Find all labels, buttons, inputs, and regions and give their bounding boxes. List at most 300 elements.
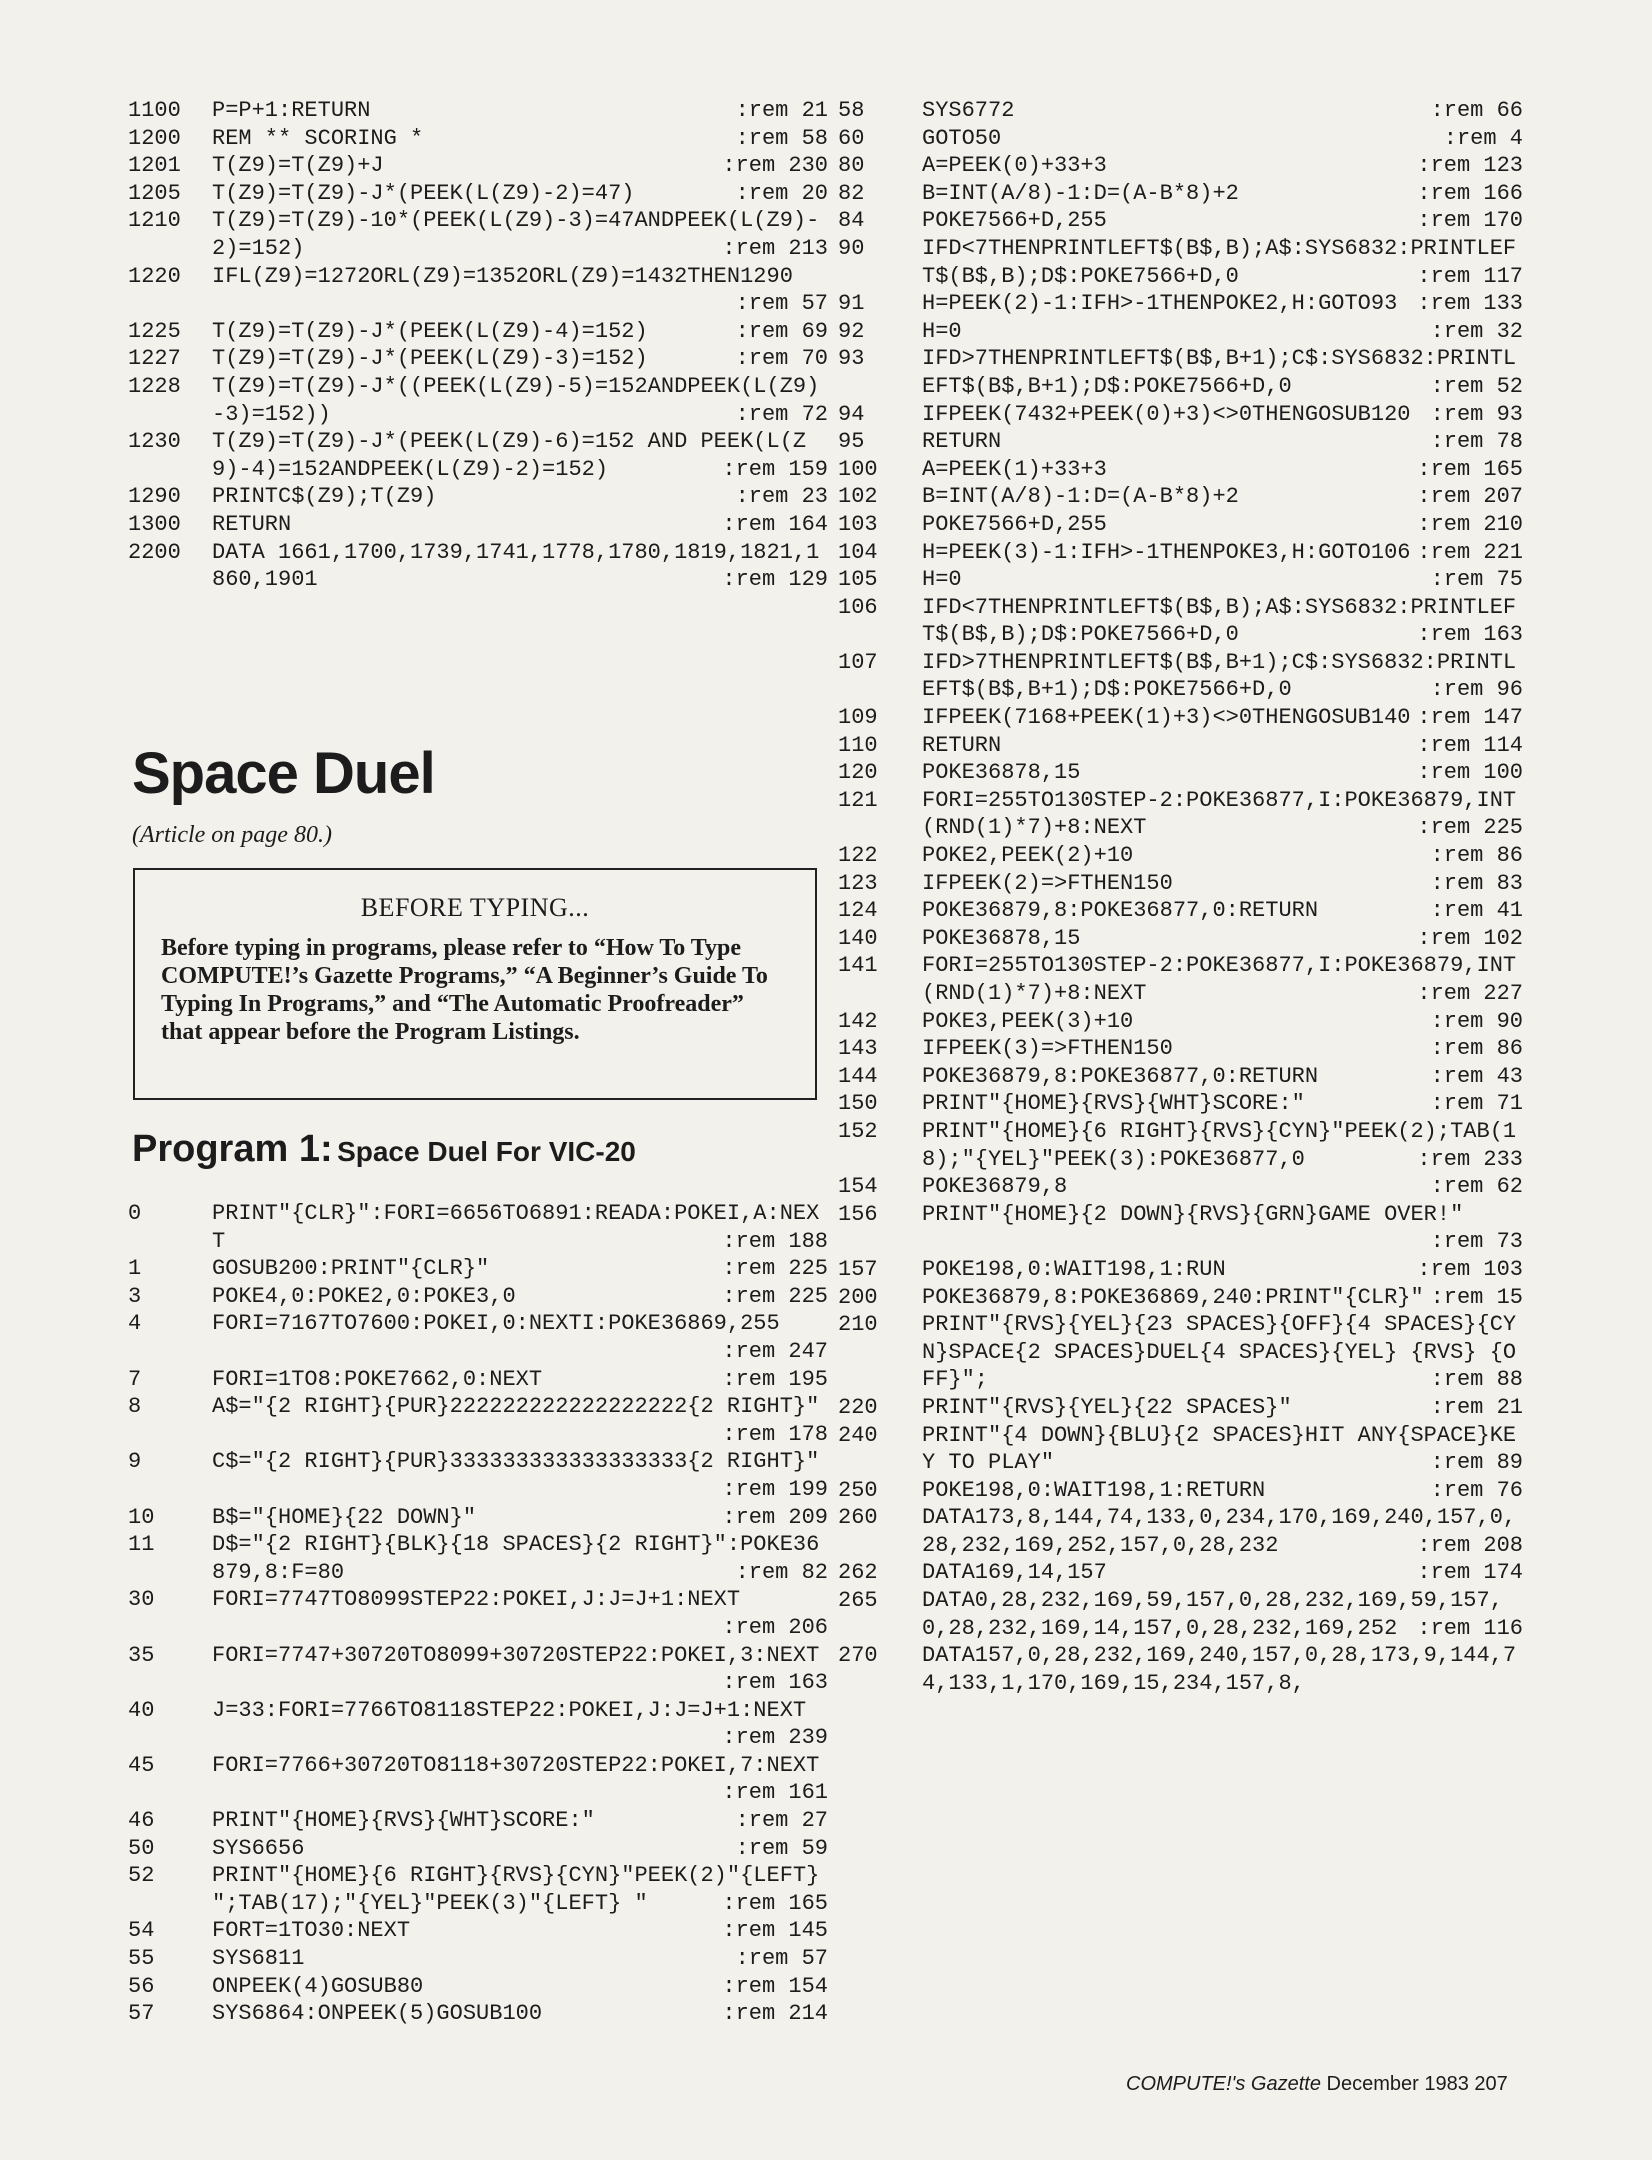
code-text: POKE36879,8:POKE36877,0:RETURN: [922, 898, 1319, 924]
code-statement: [212, 1310, 828, 1365]
checksum-rem: :rem 4: [1443, 125, 1523, 151]
code-text: SYS6772: [922, 98, 1015, 123]
code-text: B$="{HOME}{22 DOWN}": [212, 1504, 477, 1530]
code-line: [838, 318, 1523, 346]
checksum-rem: :rem 227: [1417, 981, 1523, 1006]
code-text: FORT=1TO30:NEXT: [212, 1918, 411, 1944]
checksum-rem: :rem 58: [735, 125, 828, 151]
checksum-rem: :rem 221: [1417, 539, 1523, 565]
line-number: 154: [838, 1174, 878, 1200]
code-text: RETURN: [922, 429, 1002, 455]
checksum-rem: :rem 27: [735, 1808, 828, 1834]
line-number: 107: [838, 649, 878, 675]
checksum-rem: :rem 170: [1417, 208, 1523, 234]
checksum-rem: :rem 59: [735, 1835, 828, 1861]
code-line: [838, 1394, 1523, 1422]
code-statement: [212, 180, 828, 208]
code-text: SYS6811: [212, 1946, 305, 1972]
checksum-rem: :rem 225: [722, 1256, 828, 1282]
code-line: [838, 787, 1523, 842]
checksum-rem: :rem 83: [1430, 870, 1523, 896]
code-statement: [212, 1393, 828, 1448]
code-text: POKE36879,8:POKE36877,0:RETURN: [922, 1063, 1319, 1089]
code-statement: [922, 235, 1523, 290]
code-text: GOSUB200:PRINT"{CLR}": [212, 1256, 490, 1282]
code-text: REM ** SCORING *: [212, 125, 424, 151]
code-line: [128, 1973, 828, 2001]
code-statement: [922, 1477, 1523, 1505]
code-line: [128, 1200, 828, 1255]
code-statement: [922, 1394, 1523, 1422]
code-line: [128, 1283, 828, 1311]
checksum-rem: :rem 21: [735, 98, 828, 123]
checksum-rem: :rem 73: [1430, 1229, 1523, 1255]
code-line: [838, 1118, 1523, 1173]
line-number: 9: [128, 1449, 142, 1475]
checksum-rem: :rem 147: [1417, 705, 1523, 731]
footer-page-number: 207: [1474, 2073, 1508, 2095]
before-typing-notice: [133, 868, 817, 1100]
code-line: [838, 235, 1523, 290]
article-reference: (Article on page 80.): [132, 822, 332, 848]
code-statement: [922, 180, 1523, 208]
code-text: IFPEEK(2)=>FTHEN150: [922, 870, 1173, 896]
code-line: [838, 1284, 1523, 1312]
line-number: 141: [838, 953, 878, 979]
line-number: 80: [838, 153, 865, 179]
code-statement: [212, 1366, 828, 1394]
code-statement: [212, 1752, 828, 1807]
line-number: 1300: [128, 511, 181, 537]
line-number: 46: [128, 1808, 155, 1834]
line-number: 142: [838, 1008, 878, 1034]
line-number: 93: [838, 346, 865, 372]
code-statement: [922, 318, 1523, 346]
checksum-rem: :rem 89: [1430, 1450, 1523, 1476]
line-number: 52: [128, 1863, 155, 1889]
code-statement: [922, 1642, 1523, 1697]
line-number: 156: [838, 1201, 878, 1227]
code-text: T(Z9)=T(Z9)-10*(PEEK(L(Z9)-3)=47ANDPEEK(L(Z9)-2)=152): [212, 208, 820, 261]
checksum-rem: :rem 239: [722, 1725, 828, 1751]
line-number: 123: [838, 870, 878, 896]
line-number: 55: [128, 1946, 155, 1972]
notice-title: BEFORE TYPING...: [360, 893, 590, 922]
checksum-rem: :rem 225: [1417, 815, 1523, 841]
code-line: [838, 1559, 1523, 1587]
code-line: [838, 1173, 1523, 1201]
line-number: 91: [838, 291, 865, 317]
code-statement: [922, 925, 1523, 953]
line-number: 1: [128, 1256, 142, 1282]
code-statement: [922, 290, 1523, 318]
code-line: [128, 1642, 828, 1697]
checksum-rem: :rem 214: [722, 2001, 828, 2027]
code-text: IFD<7THENPRINTLEFT$(B$,B);A$:SYS6832:PRINTLEFT$(B$,B);D$:POKE7566+D,0: [922, 594, 1517, 648]
code-line: [838, 1063, 1523, 1091]
code-statement: [922, 1201, 1523, 1256]
code-statement: [922, 566, 1523, 594]
line-number: 124: [838, 898, 878, 924]
checksum-rem: :rem 174: [1417, 1560, 1523, 1586]
checksum-rem: :rem 210: [1417, 511, 1523, 537]
line-number: 54: [128, 1918, 155, 1944]
checksum-rem: :rem 90: [1430, 1008, 1523, 1034]
code-statement: [212, 1531, 828, 1586]
code-line: [128, 345, 828, 373]
code-text: FORI=7766+30720TO8118+30720STEP22:POKEI,7:NEXT: [212, 1752, 820, 1778]
checksum-rem: :rem 57: [735, 1946, 828, 1972]
code-line: [128, 1531, 828, 1586]
code-line: [838, 1035, 1523, 1063]
code-text: ONPEEK(4)GOSUB80: [212, 1973, 424, 1999]
code-line: [128, 511, 828, 539]
code-line: [128, 152, 828, 180]
code-line: [838, 511, 1523, 539]
code-statement: [922, 1256, 1523, 1284]
code-statement: [922, 97, 1523, 125]
code-line: [838, 1642, 1523, 1697]
notice-body: Before typing in programs, please refer to “How To Type COMPUTE!’s Gazette Programs,” “A Beginner’s Guide To Typing In Programs,” and “The Automatic Proofreader” that appear before the Program Listings.: [161, 935, 768, 1045]
code-text: FORI=7747+30720TO8099+30720STEP22:POKEI,3:NEXT: [212, 1642, 820, 1668]
line-number: 45: [128, 1752, 155, 1778]
checksum-rem: :rem 165: [1417, 456, 1523, 482]
code-text: T(Z9)=T(Z9)-J*(PEEK(L(Z9)-6)=152 AND PEEK(L(Z9)-4)=152ANDPEEK(L(Z9)-2)=152): [212, 429, 807, 482]
code-statement: [922, 125, 1523, 153]
code-text: POKE36878,15: [922, 925, 1081, 951]
line-number: 210: [838, 1312, 878, 1338]
code-line: [838, 897, 1523, 925]
checksum-rem: :rem 41: [1430, 898, 1523, 924]
code-line: [838, 566, 1523, 594]
code-statement: [212, 1586, 828, 1641]
code-line: [128, 1366, 828, 1394]
code-line: [838, 428, 1523, 456]
checksum-rem: :rem 159: [722, 456, 828, 482]
line-number: 1225: [128, 318, 181, 344]
code-text: POKE36879,8: [922, 1174, 1068, 1200]
checksum-rem: :rem 116: [1417, 1615, 1523, 1641]
code-statement: [212, 1917, 828, 1945]
code-line: [128, 1586, 828, 1641]
code-text: GOTO50: [922, 125, 1002, 151]
checksum-rem: :rem 165: [722, 1890, 828, 1916]
page-footer: [1126, 2073, 1508, 2096]
code-line: [838, 594, 1523, 649]
checksum-rem: :rem 76: [1430, 1477, 1523, 1503]
code-text: IFL(Z9)=1272ORL(Z9)=1352ORL(Z9)=1432THEN1290: [212, 263, 793, 289]
line-number: 270: [838, 1643, 878, 1669]
code-line: [838, 842, 1523, 870]
code-statement: [212, 1448, 828, 1503]
code-line: [128, 97, 828, 125]
code-text: FORI=1TO8:POKE7662,0:NEXT: [212, 1366, 543, 1392]
code-text: POKE4,0:POKE2,0:POKE3,0: [212, 1283, 516, 1309]
code-text: FORI=255TO130STEP-2:POKE36877,I:POKE36879,INT(RND(1)*7)+8:NEXT: [922, 953, 1517, 1006]
line-number: 1220: [128, 263, 181, 289]
code-statement: [212, 1835, 828, 1863]
code-text: A$="{2 RIGHT}{PUR}222222222222222222{2 RIGHT}": [212, 1394, 820, 1420]
code-line: [128, 263, 828, 318]
line-number: 4: [128, 1311, 142, 1337]
code-text: PRINT"{HOME}{6 RIGHT}{RVS}{CYN}"PEEK(2);TAB(18);"{YEL}"PEEK(3):POKE36877,0: [922, 1118, 1517, 1172]
code-line: [838, 125, 1523, 153]
line-number: 260: [838, 1505, 878, 1531]
line-number: 152: [838, 1118, 878, 1144]
code-text: H=PEEK(3)-1:IFH>-1THENPOKE3,H:GOTO106: [922, 539, 1411, 565]
code-text: RETURN: [212, 511, 292, 537]
code-line: [838, 1311, 1523, 1394]
code-text: T(Z9)=T(Z9)-J*(PEEK(L(Z9)-2)=47): [212, 180, 635, 206]
checksum-rem: :rem 32: [1430, 318, 1523, 344]
code-statement: [212, 1504, 828, 1532]
code-line: [838, 539, 1523, 567]
checksum-rem: :rem 133: [1417, 291, 1523, 317]
code-line: [838, 704, 1523, 732]
line-number: 1210: [128, 208, 181, 234]
code-text: IFD>7THENPRINTLEFT$(B$,B+1);C$:SYS6832:PRINTLEFT$(B$,B+1);D$:POKE7566+D,0: [922, 649, 1517, 703]
line-number: 110: [838, 732, 878, 758]
footer-issue: December 1983: [1326, 2073, 1469, 2095]
code-line: [128, 428, 828, 483]
code-text: PRINT"{HOME}{6 RIGHT}{RVS}{CYN}"PEEK(2)"{LEFT} ";TAB(17);"{YEL}"PEEK(3)"{LEFT} ": [212, 1863, 833, 1916]
checksum-rem: :rem 69: [735, 318, 828, 344]
checksum-rem: :rem 206: [722, 1614, 828, 1640]
code-text: D$="{2 RIGHT}{BLK}{18 SPACES}{2 RIGHT}":POKE36879,8:F=80: [212, 1532, 820, 1585]
line-number: 58: [838, 98, 865, 123]
checksum-rem: :rem 102: [1417, 925, 1523, 951]
code-line: [128, 1310, 828, 1365]
code-text: A=PEEK(0)+33+3: [922, 153, 1107, 179]
code-statement: [922, 594, 1523, 649]
code-line: [128, 1835, 828, 1863]
code-statement: [922, 787, 1523, 842]
code-statement: [212, 1697, 828, 1752]
checksum-rem: :rem 123: [1417, 153, 1523, 179]
code-text: PRINT"{CLR}":FORI=6656TO6891:READA:POKEI,A:NEXT: [212, 1201, 820, 1254]
checksum-rem: :rem 230: [722, 153, 828, 179]
code-text: PRINT"{4 DOWN}{BLU}{2 SPACES}HIT ANY{SPACE}KEY TO PLAY": [922, 1422, 1517, 1476]
code-text: IFPEEK(3)=>FTHEN150: [922, 1036, 1173, 1062]
code-text: A=PEEK(1)+33+3: [922, 456, 1107, 482]
line-number: 92: [838, 318, 865, 344]
checksum-rem: :rem 52: [1430, 373, 1523, 399]
checksum-rem: :rem 233: [1417, 1146, 1523, 1172]
checksum-rem: :rem 166: [1417, 180, 1523, 206]
code-statement: [922, 428, 1523, 456]
code-statement: [922, 1559, 1523, 1587]
checksum-rem: :rem 208: [1417, 1532, 1523, 1558]
line-number: 265: [838, 1588, 878, 1614]
code-statement: [212, 263, 828, 318]
code-statement: [922, 539, 1523, 567]
code-line: [128, 1917, 828, 1945]
code-text: DATA169,14,157: [922, 1560, 1107, 1586]
checksum-rem: :rem 75: [1430, 567, 1523, 593]
code-statement: [922, 897, 1523, 925]
code-line: [838, 1008, 1523, 1036]
code-statement: [922, 483, 1523, 511]
line-number: 104: [838, 539, 878, 565]
code-statement: [922, 649, 1523, 704]
code-line: [838, 1587, 1523, 1642]
code-line: [128, 125, 828, 153]
code-line: [128, 483, 828, 511]
checksum-rem: :rem 70: [735, 346, 828, 372]
checksum-rem: :rem 23: [735, 484, 828, 510]
code-text: IFD<7THENPRINTLEFT$(B$,B);A$:SYS6832:PRINTLEFT$(B$,B);D$:POKE7566+D,0: [922, 235, 1517, 289]
code-text: C$="{2 RIGHT}{PUR}333333333333333333{2 RIGHT}": [212, 1449, 820, 1475]
checksum-rem: :rem 20: [735, 180, 828, 206]
code-line: [838, 870, 1523, 898]
line-number: 220: [838, 1394, 878, 1420]
code-line: [838, 759, 1523, 787]
line-number: 1201: [128, 153, 181, 179]
code-line: [128, 1752, 828, 1807]
line-number: 3: [128, 1283, 142, 1309]
code-line: [838, 207, 1523, 235]
code-line: [838, 1090, 1523, 1118]
line-number: 1290: [128, 484, 181, 510]
line-number: 10: [128, 1504, 155, 1530]
code-line: [838, 290, 1523, 318]
code-text: H=PEEK(2)-1:IFH>-1THENPOKE2,H:GOTO93: [922, 291, 1398, 317]
line-number: 144: [838, 1063, 878, 1089]
line-number: 30: [128, 1587, 155, 1613]
line-number: 90: [838, 235, 865, 261]
code-text: J=33:FORI=7766TO8118STEP22:POKEI,J:J=J+1:NEXT: [212, 1697, 807, 1723]
code-text: B=INT(A/8)-1:D=(A-B*8)+2: [922, 180, 1239, 206]
line-number: 84: [838, 208, 865, 234]
line-number: 150: [838, 1091, 878, 1117]
code-line: [128, 1862, 833, 1917]
line-number: 140: [838, 925, 878, 951]
checksum-rem: :rem 225: [722, 1283, 828, 1309]
line-number: 7: [128, 1366, 142, 1392]
code-statement: [212, 152, 828, 180]
code-line: [838, 345, 1523, 400]
checksum-rem: :rem 72: [735, 401, 828, 427]
code-statement: [922, 207, 1523, 235]
code-text: POKE198,0:WAIT198,1:RUN: [922, 1256, 1226, 1282]
line-number: 1100: [128, 98, 181, 123]
program-heading: [132, 1128, 636, 1171]
line-number: 2200: [128, 539, 181, 565]
code-line: [838, 483, 1523, 511]
checksum-rem: :rem 178: [722, 1421, 828, 1447]
checksum-rem: :rem 88: [1430, 1367, 1523, 1393]
code-line: [128, 539, 828, 594]
code-statement: [212, 1255, 828, 1283]
checksum-rem: :rem 199: [722, 1476, 828, 1502]
checksum-rem: :rem 213: [722, 235, 828, 261]
code-text: PRINT"{RVS}{YEL}{22 SPACES}": [922, 1394, 1292, 1420]
code-text: PRINT"{HOME}{RVS}{WHT}SCORE:": [922, 1091, 1305, 1117]
code-line: [838, 1504, 1523, 1559]
code-text: FORI=255TO130STEP-2:POKE36877,I:POKE36879,INT(RND(1)*7)+8:NEXT: [922, 787, 1517, 841]
code-statement: [212, 539, 828, 594]
line-number: 100: [838, 456, 878, 482]
code-statement: [922, 870, 1523, 898]
checksum-rem: :rem 145: [722, 1918, 828, 1944]
code-line: [838, 401, 1523, 429]
line-number: 102: [838, 484, 878, 510]
code-statement: [212, 1642, 828, 1697]
line-number: 121: [838, 787, 878, 813]
code-text: PRINT"{RVS}{YEL}{23 SPACES}{OFF}{4 SPACES}{CYN}SPACE{2 SPACES}DUEL{4 SPACES}{YEL} {RVS} {OFF}";: [922, 1312, 1517, 1393]
line-number: 40: [128, 1697, 155, 1723]
code-line: [128, 318, 828, 346]
code-text: B=INT(A/8)-1:D=(A-B*8)+2: [922, 484, 1239, 510]
code-statement: [922, 704, 1523, 732]
line-number: 1205: [128, 180, 181, 206]
code-statement: [922, 345, 1523, 400]
line-number: 200: [838, 1284, 878, 1310]
code-text: DATA0,28,232,169,59,157,0,28,232,169,59,157,0,28,232,169,14,157,0,28,232,169,252: [922, 1588, 1503, 1641]
code-statement: [922, 1173, 1523, 1201]
line-number: 105: [838, 567, 878, 593]
code-text: IFD>7THENPRINTLEFT$(B$,B+1);C$:SYS6832:PRINTLEFT$(B$,B+1);D$:POKE7566+D,0: [922, 346, 1517, 399]
checksum-rem: :rem 163: [722, 1670, 828, 1696]
checksum-rem: :rem 103: [1417, 1256, 1523, 1282]
checksum-rem: :rem 195: [722, 1366, 828, 1392]
code-statement: [212, 1973, 828, 2001]
checksum-rem: :rem 62: [1430, 1174, 1523, 1200]
code-text: T(Z9)=T(Z9)-J*(PEEK(L(Z9)-3)=152): [212, 346, 648, 372]
footer-publication: COMPUTE!'s Gazette: [1126, 2073, 1321, 2095]
program-title: Space Duel For VIC-20: [337, 1136, 636, 1167]
code-statement: [212, 1862, 833, 1917]
code-text: POKE36878,15: [922, 760, 1081, 786]
code-text: T(Z9)=T(Z9)+J: [212, 153, 384, 179]
code-statement: [922, 1311, 1523, 1394]
checksum-rem: :rem 15: [1430, 1284, 1523, 1310]
code-statement: [922, 401, 1523, 429]
code-statement: [212, 511, 828, 539]
code-line: [838, 97, 1523, 125]
code-line: [838, 1256, 1523, 1284]
code-statement: [212, 125, 828, 153]
code-statement: [922, 1504, 1523, 1559]
code-statement: [212, 97, 828, 125]
code-text: SYS6864:ONPEEK(5)GOSUB100: [212, 2001, 543, 2027]
code-line: [128, 1504, 828, 1532]
code-statement: [922, 1090, 1523, 1118]
code-statement: [922, 842, 1523, 870]
program-number: Program 1:: [132, 1128, 333, 1170]
code-statement: [922, 1035, 1523, 1063]
code-text: POKE198,0:WAIT198,1:RETURN: [922, 1477, 1266, 1503]
line-number: 120: [838, 760, 878, 786]
checksum-rem: :rem 21: [1430, 1394, 1523, 1420]
code-line: [128, 1393, 828, 1448]
code-line: [128, 1697, 828, 1752]
code-statement: [922, 456, 1523, 484]
code-statement: [212, 1807, 828, 1835]
line-number: 103: [838, 511, 878, 537]
code-text: POKE3,PEEK(3)+10: [922, 1008, 1134, 1034]
code-line: [838, 456, 1523, 484]
checksum-rem: :rem 161: [722, 1780, 828, 1806]
code-line: [128, 373, 828, 428]
line-number: 106: [838, 594, 878, 620]
code-line: [838, 152, 1523, 180]
code-statement: [922, 759, 1523, 787]
code-statement: [922, 952, 1523, 1007]
code-line: [128, 180, 828, 208]
line-number: 95: [838, 429, 865, 455]
checksum-rem: :rem 82: [735, 1559, 828, 1585]
